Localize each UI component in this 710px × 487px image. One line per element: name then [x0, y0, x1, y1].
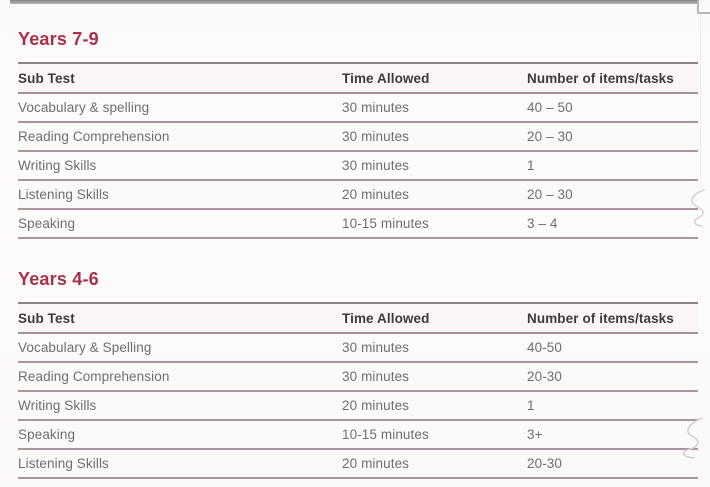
page-right-edge-line — [700, 14, 701, 189]
cell-sub-test: Writing Skills — [18, 158, 97, 173]
cell-items-tasks: 40 – 50 — [527, 100, 573, 115]
cell-time-allowed: 20 minutes — [342, 456, 410, 471]
table-row — [18, 449, 698, 478]
table-header-row — [18, 63, 698, 93]
section-title-years-7-9: Years 7-9 — [18, 29, 99, 49]
table-row — [18, 180, 698, 209]
cell-time-allowed: 30 minutes — [342, 340, 410, 355]
subtest-table-years-7-9 — [18, 62, 698, 239]
table-row — [18, 391, 698, 420]
table-row — [18, 122, 698, 151]
table-header-row — [18, 303, 698, 333]
column-header-time-allowed: Time Allowed — [342, 310, 430, 326]
table-row — [18, 151, 698, 180]
column-header-number-of-items: Number of items/tasks — [527, 70, 674, 86]
cell-time-allowed: 20 minutes — [342, 398, 410, 413]
top-edge-bar — [10, 0, 697, 4]
column-header-sub-test: Sub Test — [18, 310, 75, 326]
cell-items-tasks: 20 – 30 — [527, 129, 573, 144]
table-row — [18, 93, 698, 122]
cell-time-allowed: 30 minutes — [342, 100, 410, 115]
column-header-number-of-items: Number of items/tasks — [527, 310, 674, 326]
cell-items-tasks: 20 – 30 — [527, 187, 573, 202]
cell-items-tasks: 1 — [527, 158, 535, 173]
table-row — [18, 209, 698, 238]
cell-sub-test: Listening Skills — [18, 456, 109, 471]
cell-items-tasks: 3 – 4 — [527, 216, 558, 231]
column-header-sub-test: Sub Test — [18, 70, 75, 86]
cell-items-tasks: 1 — [527, 398, 535, 413]
column-header-time-allowed: Time Allowed — [342, 70, 430, 86]
cell-sub-test: Writing Skills — [18, 398, 97, 413]
table-row — [18, 420, 698, 449]
cell-time-allowed: 10-15 minutes — [342, 216, 429, 231]
cell-sub-test: Listening Skills — [18, 187, 109, 202]
cell-sub-test: Speaking — [18, 216, 76, 231]
cell-items-tasks: 3+ — [527, 427, 543, 442]
cell-time-allowed: 30 minutes — [342, 129, 410, 144]
table-row — [18, 362, 698, 391]
cell-sub-test: Vocabulary & spelling — [18, 100, 150, 115]
cell-items-tasks: 40-50 — [527, 340, 563, 355]
cell-sub-test: Reading Comprehension — [18, 369, 170, 384]
cell-time-allowed: 20 minutes — [342, 187, 410, 202]
cell-time-allowed: 30 minutes — [342, 158, 410, 173]
subtest-table-years-4-6 — [18, 302, 698, 479]
cell-time-allowed: 10-15 minutes — [342, 427, 429, 442]
cell-sub-test: Reading Comprehension — [18, 129, 170, 144]
table-row — [18, 333, 698, 362]
cell-items-tasks: 20-30 — [527, 369, 563, 384]
cell-sub-test: Vocabulary & Spelling — [18, 340, 152, 355]
cell-time-allowed: 30 minutes — [342, 369, 410, 384]
window-corner-bracket-icon — [697, 0, 710, 14]
cell-sub-test: Speaking — [18, 427, 76, 442]
cell-items-tasks: 20-30 — [527, 456, 563, 471]
section-title-years-4-6: Years 4-6 — [18, 269, 99, 289]
